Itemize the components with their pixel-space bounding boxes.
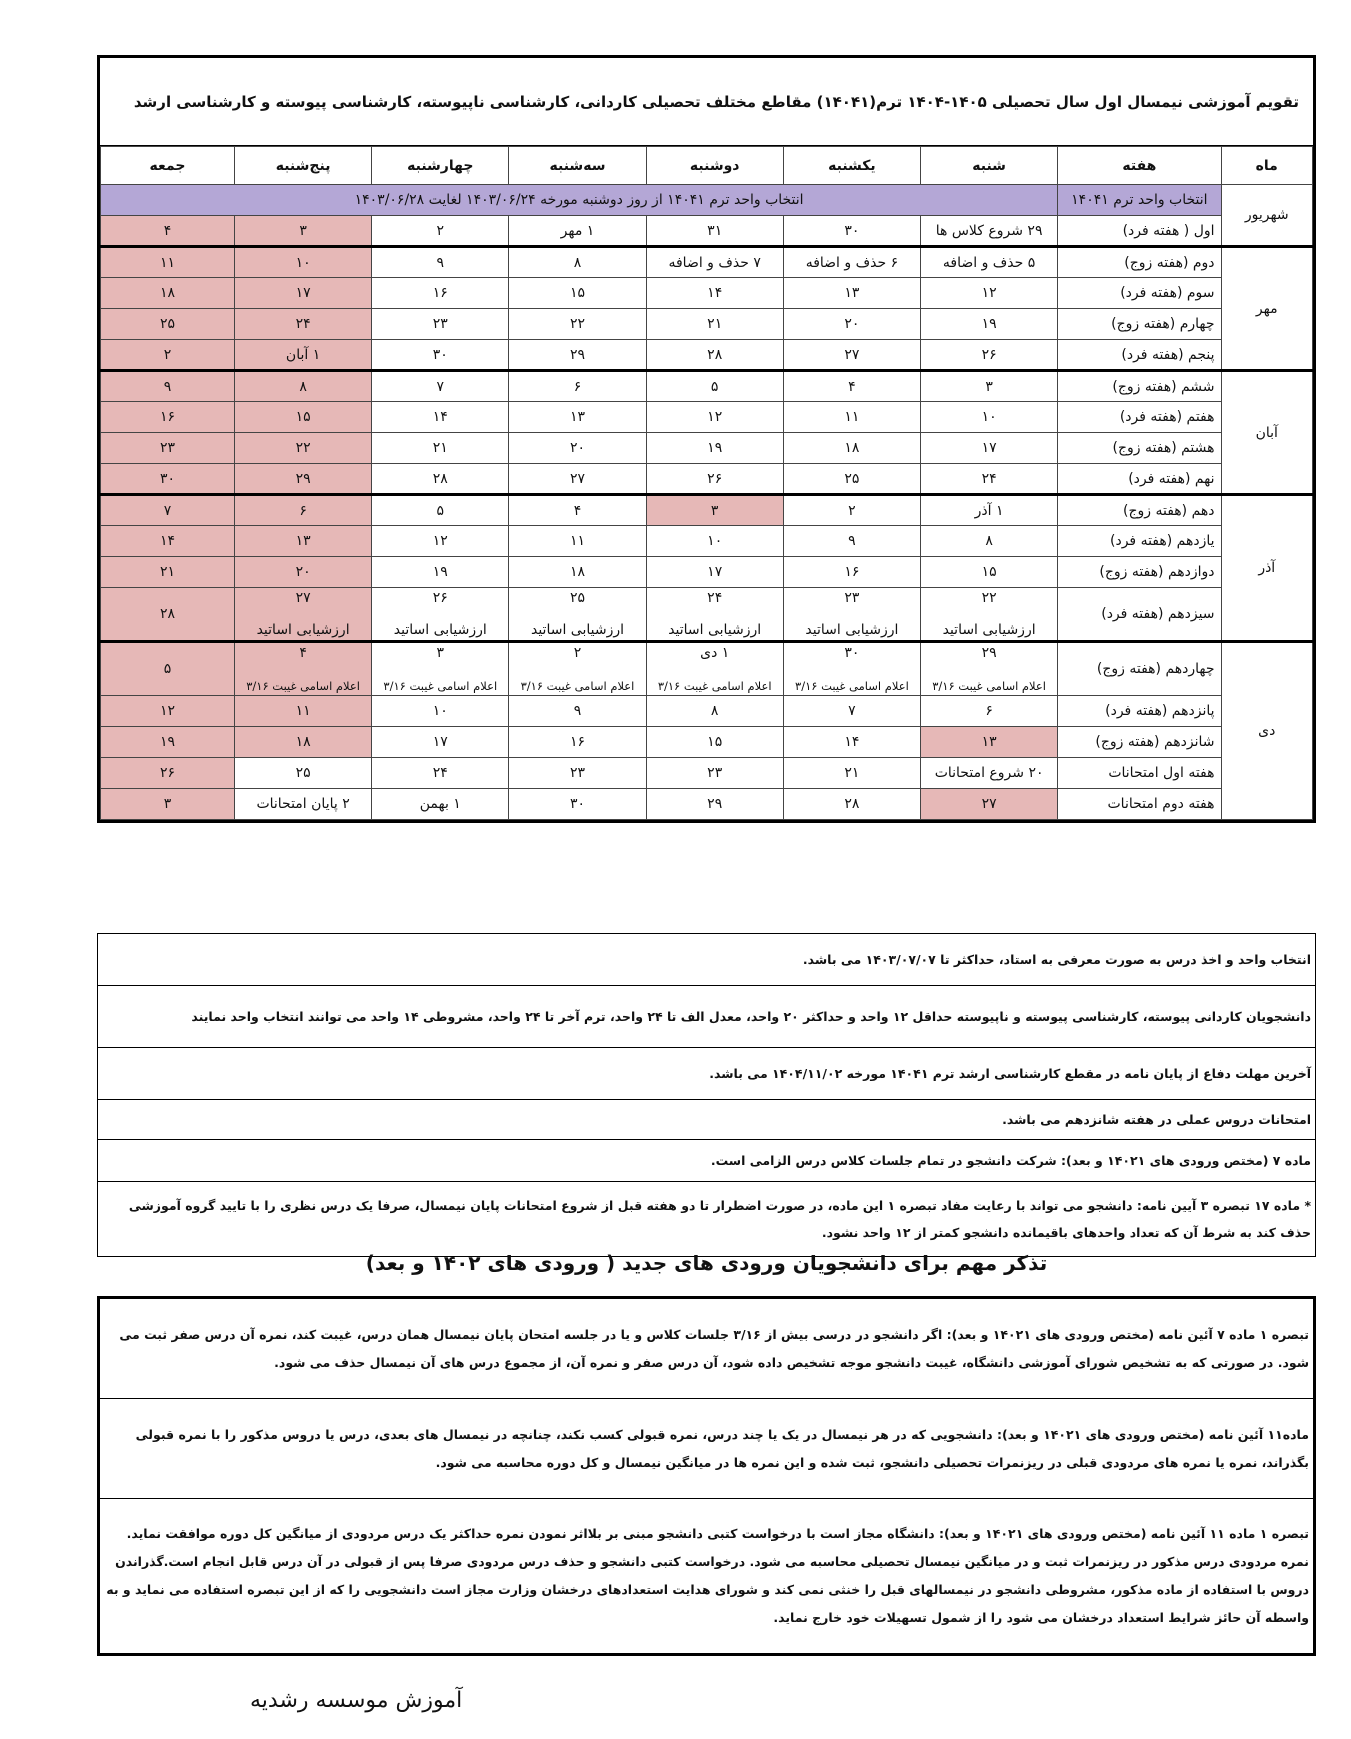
day-cell: ۲۸ [101,588,235,642]
day-cell [921,642,1058,696]
day-number: ۲۵ [569,590,586,606]
week-label: دوازدهم (هفته زوج) [1058,557,1221,588]
week-label: پنجم (هفته فرد) [1058,340,1221,371]
day-cell: ۱۵ [921,557,1058,588]
day-cell: ۱۲ [646,402,783,433]
day-cell: ۲ [783,495,920,526]
week-row [101,526,1313,557]
week-row [101,433,1313,464]
day-cell: ۱۶ [509,727,646,758]
day-number: ۲۶ [432,590,448,606]
day-cell: ۲۳ [101,433,235,464]
day-cell [646,642,783,696]
day-event: اعلام اسامی غیبت ۳/۱۶ [932,679,1046,693]
day-cell: ۲۲ [234,433,371,464]
week-label: هفتم (هفته فرد) [1058,402,1221,433]
day-cell: ۶ حذف و اضافه [783,247,920,278]
day-number: ۳۰ [844,645,860,661]
registration-banner: انتخاب واحد ترم ۱۴۰۴۱ از روز دوشنبه مورخه ۱۴۰۳/۰۶/۲۴ لغایت ۱۴۰۳/۰۶/۲۸ [101,185,1058,216]
day-cell: ۲۸ [783,789,920,820]
day-cell: ۲۸ [646,340,783,371]
day-cell: ۱۳ [234,526,371,557]
day-cell: ۲۵ [783,464,920,495]
col-header-wednesday: چهارشنبه [372,147,509,185]
week-label: سیزدهم (هفته فرد) [1058,588,1221,642]
day-cell: ۱۲ [372,526,509,557]
week-row [101,588,1313,642]
day-cell: ۸ [646,696,783,727]
week-label: سوم (هفته فرد) [1058,278,1221,309]
day-cell: ۱۹ [101,727,235,758]
note-5: ماده ۷ (مختص ورودی های ۱۴۰۲۱ و بعد): شرکت دانشجو در تمام جلسات کلاس درس الزامی است. [98,1140,1315,1182]
week-label: دهم (هفته زوج) [1058,495,1221,526]
day-cell: ۲ [372,216,509,247]
day-cell: ۲۳ [646,758,783,789]
day-cell: ۱ آذر [921,495,1058,526]
day-cell: ۱۱ [509,526,646,557]
day-cell: ۴ [783,371,920,402]
week-label: دوم (هفته زوج) [1058,247,1221,278]
rules-box [97,1296,1316,1656]
week-row [101,557,1313,588]
day-cell: ۲ [101,340,235,371]
day-cell: ۱۵ [646,727,783,758]
day-cell: ۲۵ [101,309,235,340]
week-row [101,371,1313,402]
day-cell: ۷ حذف و اضافه [646,247,783,278]
week-label: چهارم (هفته زوج) [1058,309,1221,340]
day-cell: ۱۹ [921,309,1058,340]
day-cell: ۲۷ [921,789,1058,820]
day-cell: ۳ [921,371,1058,402]
day-cell: ۸ [509,247,646,278]
day-cell: ۳۰ [372,340,509,371]
day-cell: ۲۷ [509,464,646,495]
note-6: * ماده ۱۷ تبصره ۳ آیین نامه: دانشجو می تواند با رعایت مفاد تبصره ۱ این ماده، در صورت اضطرار تا دو هفته قبل از شروع امتحانات پایان نیمسال، صرفا یک درس نظری را با تایید گروه آموزشی حذف کند به شرط آن که تعداد واحدهای باقیمانده دانشجو کمتر از ۱۲ واحد نشود. [128,1198,1311,1240]
day-cell [921,588,1058,642]
day-event: ارزشیابی اساتید [668,622,762,638]
day-cell: ۲۹ [646,789,783,820]
day-cell: ۱ آبان [234,340,371,371]
week-label: چهاردهم (هفته زوج) [1058,642,1221,696]
day-cell [783,642,920,696]
day-cell: ۱۴ [646,278,783,309]
week-row [101,309,1313,340]
day-cell: ۷ [101,495,235,526]
day-cell: ۹ [509,696,646,727]
day-cell: ۱۲ [101,696,235,727]
note-3: آخرین مهلت دفاع از پایان نامه در مقطع کارشناسی ارشد ترم ۱۴۰۴۱ مورخه ۱۴۰۴/۱۱/۰۲ می باشد. [98,1048,1315,1100]
day-cell: ۱۰ [234,247,371,278]
day-cell: ۲۶ [921,340,1058,371]
day-cell: ۴ [509,495,646,526]
day-event: اعلام اسامی غیبت ۳/۱۶ [383,679,498,693]
day-cell: ۷ [372,371,509,402]
rule-2: ماده۱۱ آئین نامه (مختص ورودی های ۱۴۰۲۱ و بعد): دانشجویی که در هر نیمسال در یک یا چند درس، نمره قبولی کسب نکند، چنانچه در نیمسال های بعدی، درس یا دروس مذکور را با نمره قبولی بگذراند، نمره یا نمره های مردودی قبلی در ریزنمرات تحصیلی دانشجو، ثبت شده و این نمره ها در میانگین نیمسال و کل دوره محاسبه می شود. [100,1399,1313,1499]
day-cell: ۲۰ شروع امتحانات [921,758,1058,789]
rule-3: تبصره ۱ ماده ۱۱ آئین نامه (مختص ورودی های ۱۴۰۲۱ و بعد): دانشگاه مجاز است با درخواست کتبی دانشجو مبنی بر بلااثر نمودن نمره حداکثر یک درس مردودی از میانگین کل دوره موافقت نماید. نمره مردودی درس مذکور در ریزنمرات ثبت و در میانگین نیمسال تحصیلی محاسبه می شود. درخواست کتبی دانشجو و حذف درس مردودی صرفا پس از قبولی در آن درس قابل انجام است.گذراندن دروس با استفاده از ماده مذکور، مشروطی دانشجو در نیمسالهای قبل را خنثی نمی کند و شورای هدایت استعدادهای درخشان وزارت مجاز است دانشجویی را که از این تبصره استفاده می نماید و به واسطه آن حائز شرایط استعداد درخشان می شود را از شمول تسهیلات خود خارج نماید. [106,1526,1309,1625]
day-cell: ۲۹ [234,464,371,495]
day-cell: ۱۶ [101,402,235,433]
day-cell: ۵ [101,642,235,696]
day-cell: ۶ [509,371,646,402]
day-event: ارزشیابی اساتید [530,622,624,638]
day-cell [509,588,646,642]
day-event: ارزشیابی اساتید [942,622,1036,638]
week-label: هشتم (هفته زوج) [1058,433,1221,464]
week-label: نهم (هفته فرد) [1058,464,1221,495]
week-row [101,789,1313,820]
day-cell: ۳۰ [783,216,920,247]
week-row [101,464,1313,495]
day-cell: ۱۷ [372,727,509,758]
day-cell: ۲۳ [372,309,509,340]
day-cell: ۱۷ [646,557,783,588]
day-cell: ۲۵ [234,758,371,789]
note-4: امتحانات دروس عملی در هفته شانزدهم می باشد. [98,1100,1315,1140]
day-cell: ۲۶ [646,464,783,495]
day-number: ۲۷ [295,590,311,606]
day-cell: ۱۶ [372,278,509,309]
day-cell: ۱۹ [372,557,509,588]
day-cell: ۲۹ [509,340,646,371]
day-cell [372,642,509,696]
day-cell: ۴ [101,216,235,247]
day-event: اعلام اسامی غیبت ۳/۱۶ [246,679,360,693]
day-cell: ۲۱ [372,433,509,464]
day-cell: ۵ حذف و اضافه [921,247,1058,278]
day-number: ۲۴ [707,590,723,606]
week-row [101,495,1313,526]
day-cell: ۲۱ [783,758,920,789]
day-cell: ۳ [234,216,371,247]
calendar-title: تقویم آموزشی نیمسال اول سال تحصیلی ۱۴۰۵-۱۴۰۴ ترم(۱۴۰۴۱) مقاطع مختلف تحصیلی کاردانی، کارشناسی ناپیوسته، کارشناسی پیوسته و کارشناسی ارشد [100,58,1313,146]
day-cell: ۵ [372,495,509,526]
day-event: اعلام اسامی غیبت ۳/۱۶ [795,679,909,693]
day-number: ۲ [573,645,582,661]
month-aban: آبان [1221,371,1312,495]
day-cell: ۱۵ [234,402,371,433]
month-azar: آذر [1221,495,1312,642]
day-cell: ۱۸ [234,727,371,758]
day-cell [646,588,783,642]
day-cell: ۱۸ [783,433,920,464]
day-cell: ۲۱ [646,309,783,340]
day-cell: ۲۰ [234,557,371,588]
header-row [101,147,1313,185]
day-cell: ۲۷ [783,340,920,371]
day-cell: ۱۴ [372,402,509,433]
rule-1: تبصره ۱ ماده ۷ آئین نامه (مختص ورودی های ۱۴۰۲۱ و بعد): اگر دانشجو در درسی بیش از ۳/۱۶ جلسات کلاس و یا در جلسه امتحان پایان نیمسال همان درس، غیبت کند، نمره آن درس صفر ثبت می شود. در صورتی که به تشخیص شورای آموزشی دانشگاه، غیبت دانشجو موجه تشخیص داده شود، آن درس صفر و نمره آن، از مجموع درس های آن نیمسال حذف می شود. [100,1299,1313,1399]
day-number: ۲۹ [981,645,997,661]
col-header-saturday: شنبه [921,147,1058,185]
day-cell: ۱۰ [921,402,1058,433]
week-label: یازدهم (هفته فرد) [1058,526,1221,557]
day-event: ارزشیابی اساتید [393,622,487,638]
day-cell: ۲۰ [509,433,646,464]
day-cell: ۱۳ [921,727,1058,758]
day-cell: ۵ [646,371,783,402]
day-cell: ۲۱ [101,557,235,588]
day-cell: ۲ پایان امتحانات [234,789,371,820]
day-cell: ۹ [101,371,235,402]
day-cell: ۸ [921,526,1058,557]
day-cell: ۱۴ [101,526,235,557]
day-cell: ۱۰ [646,526,783,557]
week-row [101,727,1313,758]
day-cell: ۱۲ [921,278,1058,309]
col-header-thursday: پنج‌شنبه [234,147,371,185]
week-row [101,402,1313,433]
day-number: ۳ [436,645,445,661]
note-1: انتخاب واحد و اخذ درس به صورت معرفی به استاد، حداکثر تا ۱۴۰۳/۰۷/۰۷ می باشد. [98,934,1315,986]
day-cell: ۱۸ [509,557,646,588]
day-cell: ۱ مهر [509,216,646,247]
col-header-sunday: یکشنبه [783,147,920,185]
day-cell: ۲۹ شروع کلاس ها [921,216,1058,247]
month-mehr: مهر [1221,247,1312,371]
col-header-week: هفته [1058,147,1221,185]
week-row [101,216,1313,247]
day-cell: ۲۴ [234,309,371,340]
month-shahrivar: شهریور [1221,185,1312,247]
day-cell: ۲۳ [509,758,646,789]
day-cell: ۳ [101,789,235,820]
day-cell: ۱۳ [783,278,920,309]
day-cell [509,642,646,696]
day-cell: ۷ [783,696,920,727]
week-label: هفته اول امتحانات [1058,758,1221,789]
week-row [101,642,1313,696]
day-cell: ۱۷ [234,278,371,309]
reminder-title: تذکر مهم برای دانشجویان ورودی های جدید ( ورودی های ۱۴۰۲ و بعد) [365,1251,1048,1275]
week-row [101,696,1313,727]
day-cell: ۱۱ [101,247,235,278]
day-cell: ۹ [372,247,509,278]
week-row [101,758,1313,789]
week-label: شانزدهم (هفته زوج) [1058,727,1221,758]
notes-box [97,933,1316,1257]
day-cell: ۶ [234,495,371,526]
day-cell: ۲۶ [101,758,235,789]
week-row [101,340,1313,371]
day-cell: ۱۷ [921,433,1058,464]
col-header-monday: دوشنبه [646,147,783,185]
day-number: ۲۳ [844,590,860,606]
day-cell: ۳۱ [646,216,783,247]
day-cell: ۱۴ [783,727,920,758]
day-cell: ۱۶ [783,557,920,588]
calendar-table [100,146,1313,820]
day-cell [234,588,371,642]
day-cell: ۲۰ [783,309,920,340]
week-label: پانزدهم (هفته فرد) [1058,696,1221,727]
day-cell: ۸ [234,371,371,402]
col-header-friday: جمعه [101,147,235,185]
day-cell: ۱۸ [101,278,235,309]
day-number: ۲۲ [981,590,997,606]
day-cell [234,642,371,696]
col-header-tuesday: سه‌شنبه [509,147,646,185]
day-number: ۱ دی [700,645,730,661]
day-event: ارزشیابی اساتید [805,622,899,638]
week-label: اول ( هفته فرد) [1058,216,1221,247]
day-cell: ۳ [646,495,783,526]
note-2: دانشجویان کاردانی پیوسته، کارشناسی پیوسته و ناپیوسته حداقل ۱۲ واحد و حداکثر ۲۰ واحد، معدل الف تا ۲۴ واحد، ترم آخر تا ۲۴ واحد، مشروطی ۱۴ واحد می توانند انتخاب واحد نمایند [98,986,1315,1048]
registration-week-label: انتخاب واحد ترم ۱۴۰۴۱ [1058,185,1221,216]
day-cell: ۲۸ [372,464,509,495]
day-number: ۴ [299,645,307,661]
day-cell: ۶ [921,696,1058,727]
day-cell: ۳۰ [101,464,235,495]
week-label: هفته دوم امتحانات [1058,789,1221,820]
week-label: ششم (هفته زوج) [1058,371,1221,402]
day-cell: ۲۴ [921,464,1058,495]
week-row [101,247,1313,278]
week-row [101,278,1313,309]
day-event: ارزشیابی اساتید [256,622,350,638]
col-header-month: ماه [1221,147,1312,185]
day-event: اعلام اسامی غیبت ۳/۱۶ [657,679,772,693]
registration-row [101,185,1313,216]
footer-signature: آموزش موسسه رشدیه [250,1688,463,1713]
day-event: اعلام اسامی غیبت ۳/۱۶ [520,679,635,693]
day-cell: ۱ بهمن [372,789,509,820]
day-cell [783,588,920,642]
academic-calendar [97,55,1316,823]
day-cell: ۹ [783,526,920,557]
day-cell: ۱۹ [646,433,783,464]
month-dey: دی [1221,642,1312,820]
day-cell: ۲۲ [509,309,646,340]
day-cell: ۲۴ [372,758,509,789]
day-cell: ۳۰ [509,789,646,820]
day-cell [372,588,509,642]
day-cell: ۱۰ [372,696,509,727]
day-cell: ۱۵ [509,278,646,309]
day-cell: ۱۳ [509,402,646,433]
day-cell: ۱۱ [234,696,371,727]
day-cell: ۱۱ [783,402,920,433]
